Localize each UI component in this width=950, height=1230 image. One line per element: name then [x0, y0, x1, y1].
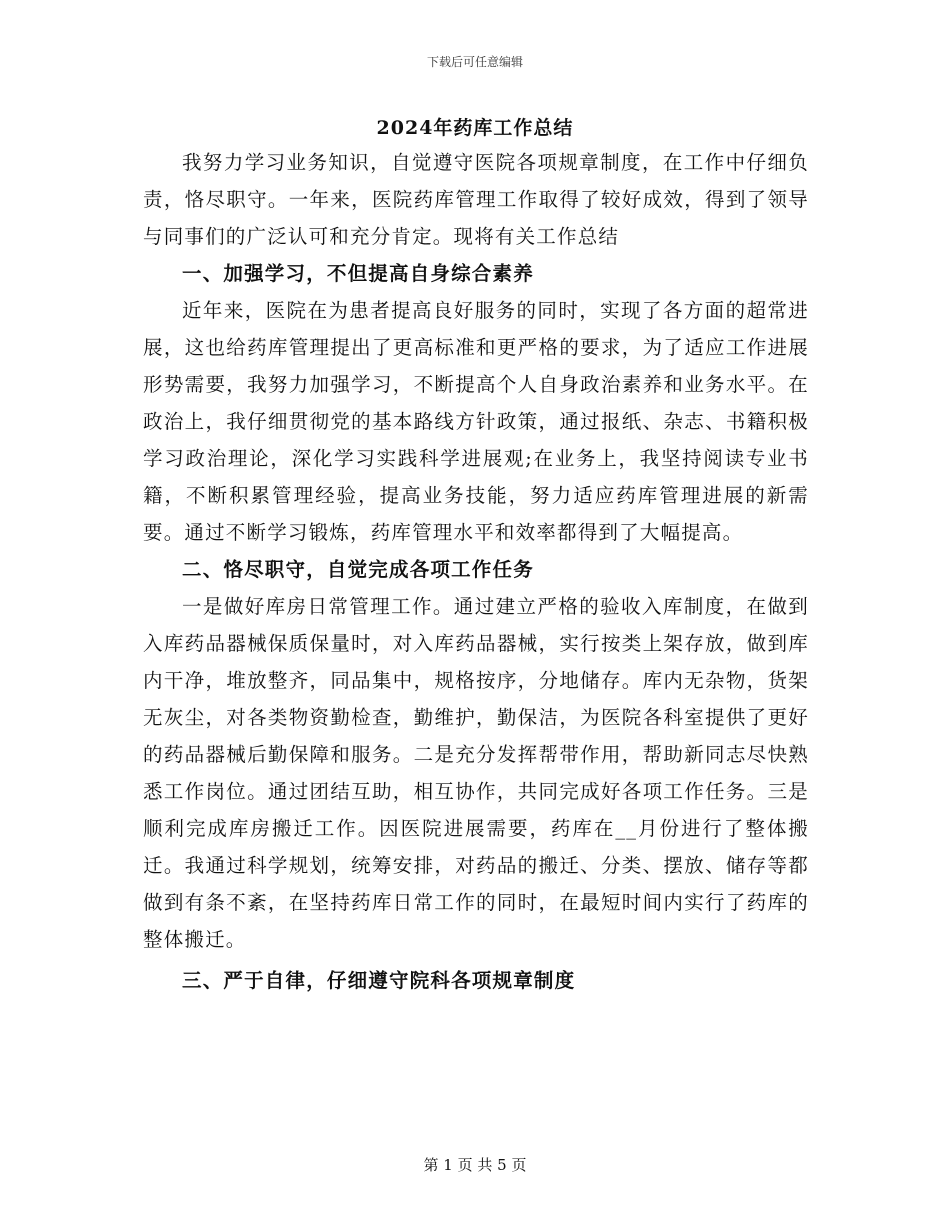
section-heading-2: 二、恪尽职守，自觉完成各项工作任务 [182, 558, 534, 581]
section-body-2: 一是做好库房日常管理工作。通过建立严格的验收入库制度，在做到入库药品器械保质保量时，对入库药品器械，实行按类上架存放，做到库内干净，堆放整齐，同品集中，规格按序，分地储存。库内无杂物，货架无灰尘，对各类物资勤检查，勤维护，勤保洁，为医院各科室提供了更好的药品器械后勤保障和服务。二是充分发挥帮带作用，帮助新同志尽快熟悉工作岗位。通过团结互助，相互协作，共同完成好各项工作任务。三是顺利完成库房搬迁工作。因医院进展需要，药库在__月份进行了整体搬迁。我通过科学规划，统筹安排，对药品的搬迁、分类、摆放、储存等都做到有条不紊，在坚持药库日常工作的同时，在最短时间内实行了药库的整体搬迁。 [143, 595, 809, 951]
document-body [143, 144, 809, 999]
section-body-1: 近年来，医院在为患者提高良好服务的同时，实现了各方面的超常进展，这也给药库管理提出了更高标准和更严格的要求，为了适应工作进展形势需要，我努力加强学习，不断提高个人自身政治素养和业务水平。在政治上，我仔细贯彻党的基本路线方针政策，通过报纸、杂志、书籍积极学习政治理论，深化学习实践科学进展观;在业务上，我坚持阅读专业书籍，不断积累管理经验，提高业务技能，努力适应药库管理进展的新需要。通过不断学习锻炼，药库管理水平和效率都得到了大幅提高。 [143, 299, 809, 544]
section-heading-1: 一、加强学习，不但提高自身综合素养 [182, 262, 534, 285]
header-note: 下载后可任意编辑 [426, 55, 523, 69]
document-title: 2024年药库工作总结 [376, 117, 574, 139]
section-heading-3: 三、严于自律，仔细遵守院科各项规章制度 [182, 969, 576, 992]
intro-paragraph: 我努力学习业务知识，自觉遵守医院各项规章制度，在工作中仔细负责，恪尽职守。一年来，医院药库管理工作取得了较好成效，得到了领导与同事们的广泛认可和充分肯定。现将有关工作总结 [143, 151, 809, 248]
page-footer: 第 1 页 共 5 页 [423, 1156, 527, 1174]
